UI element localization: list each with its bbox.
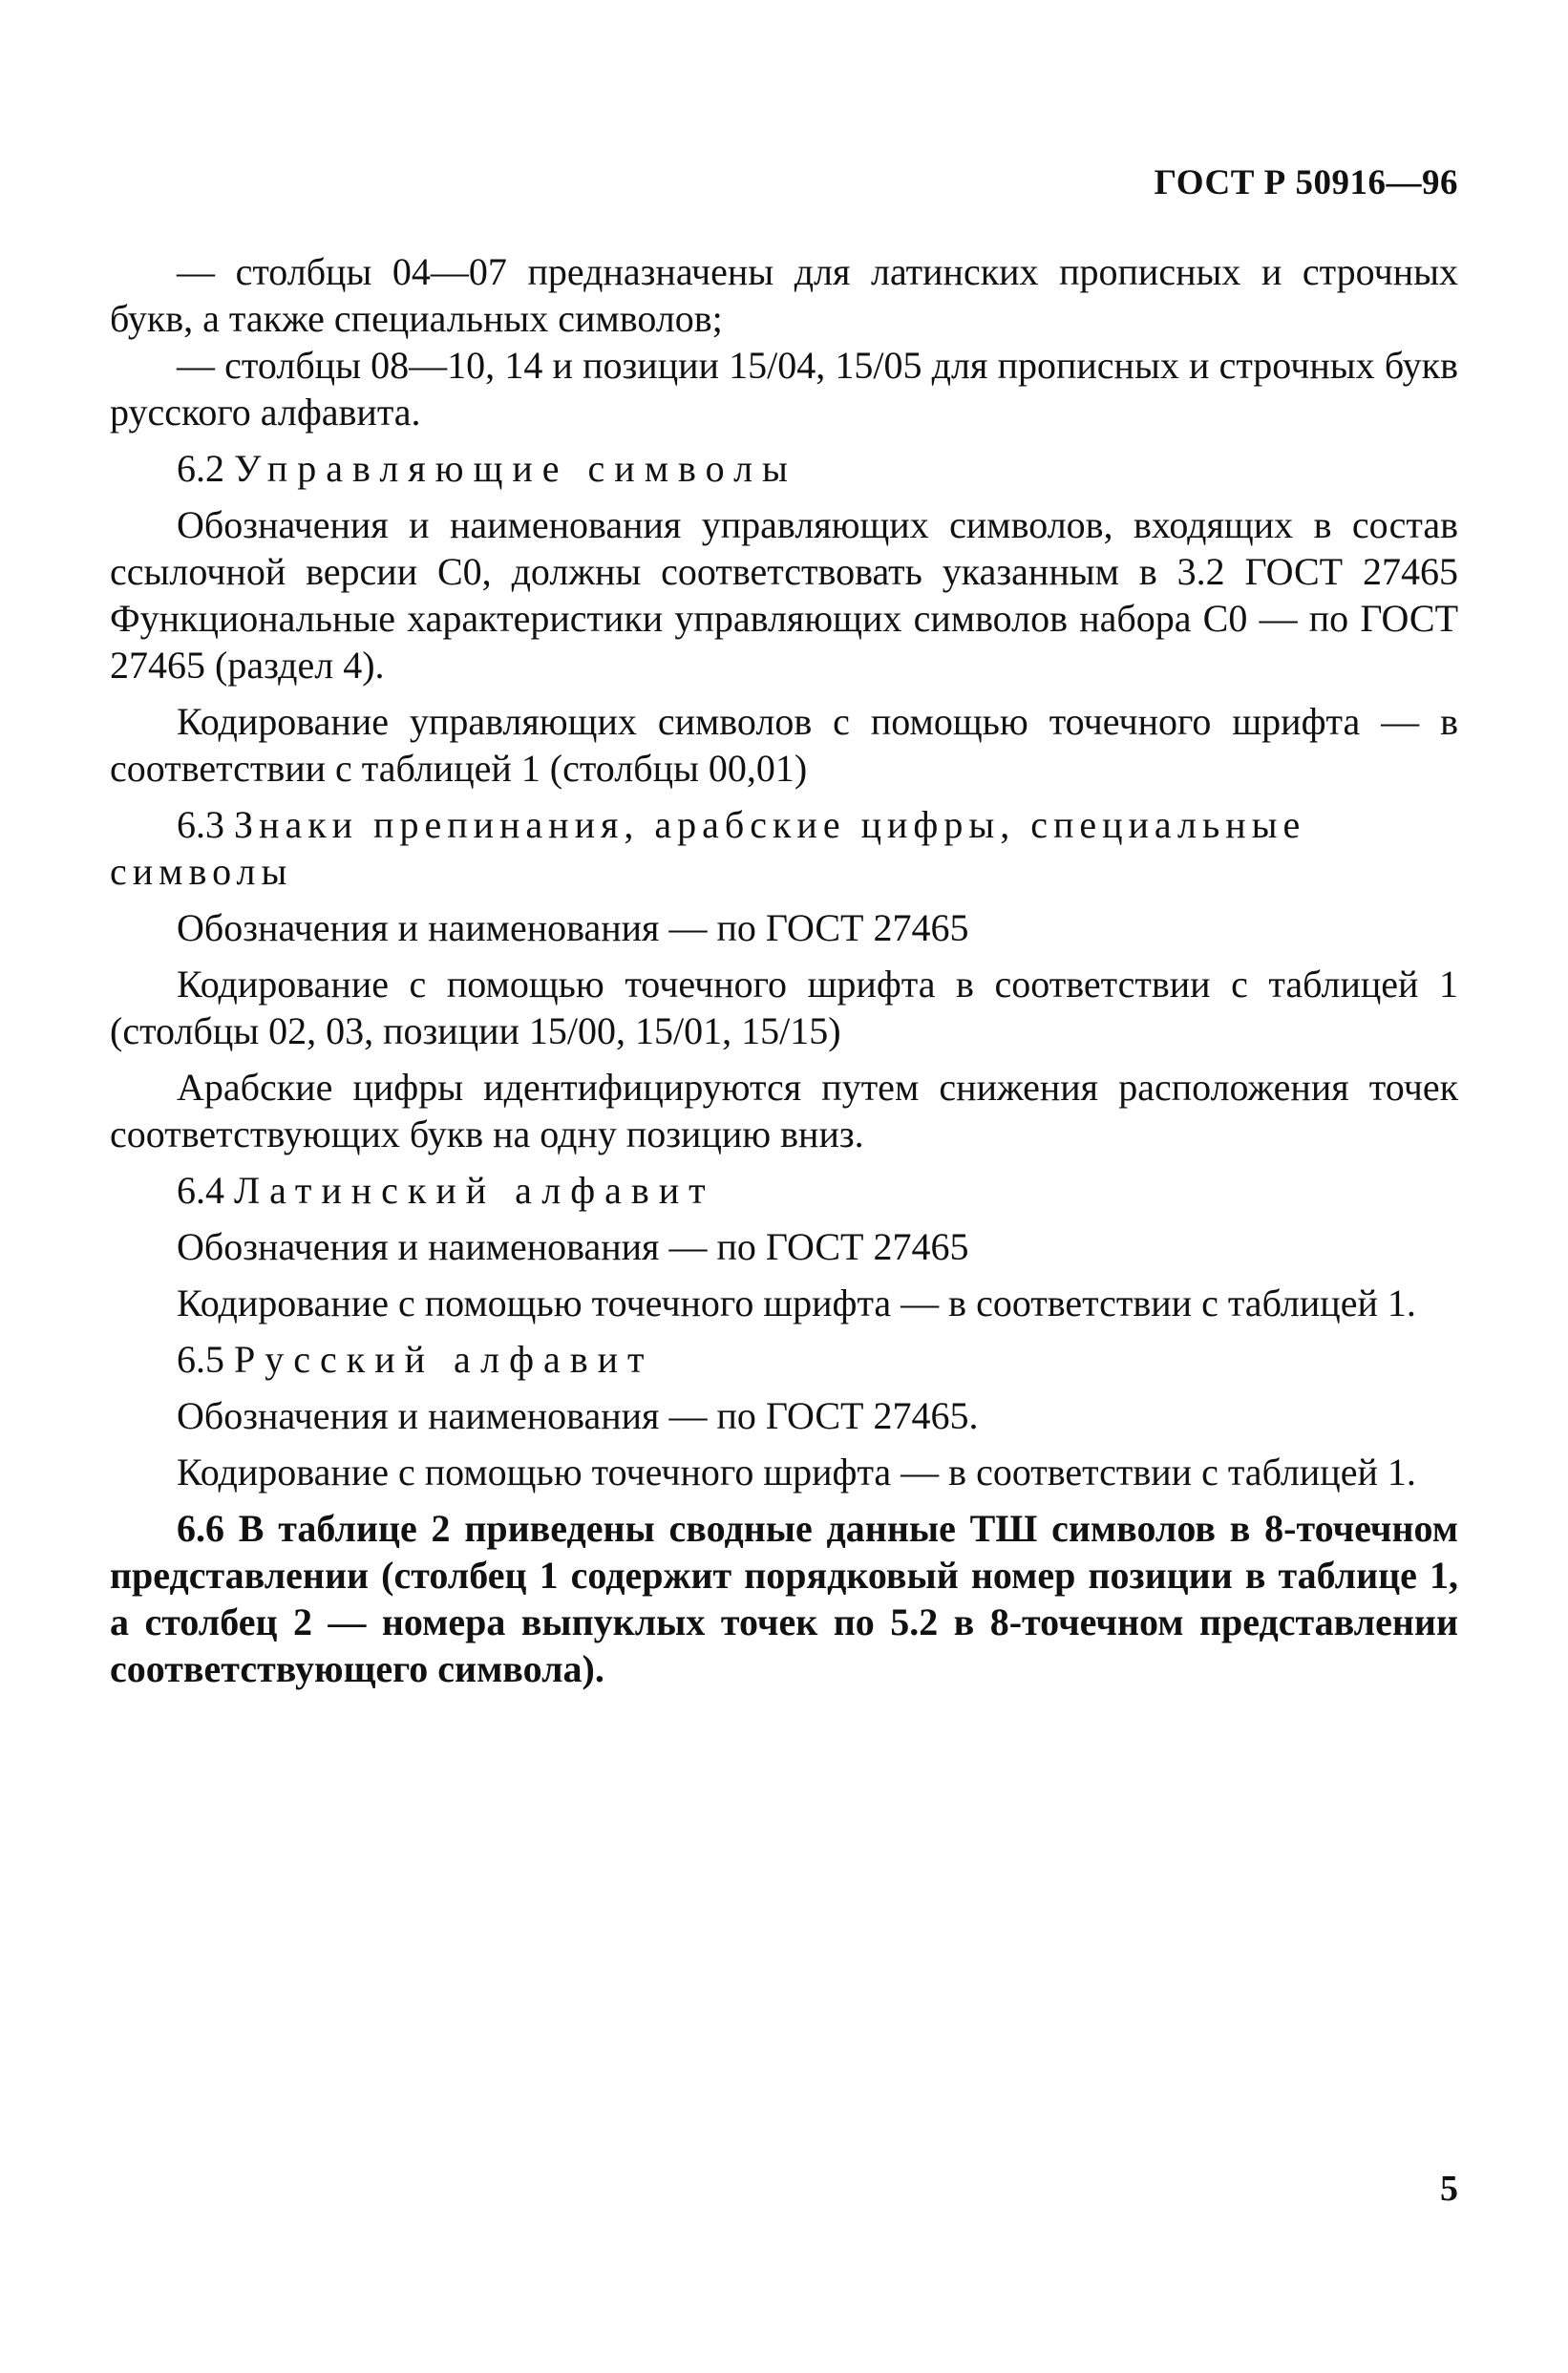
section-title: Русский алфавит xyxy=(234,1338,654,1381)
section-heading-6-5 xyxy=(110,1336,1458,1383)
section-title: Латинский алфавит xyxy=(234,1169,715,1212)
paragraph-table-2-summary: 6.6 В таблице 2 приведены сводные данные ТШ символов в 8-точечном представлении (столбец 1 содержит порядковый номер позиции в таблице 1, а столбец 2 — номера выпуклых точек по 5.2 в 8-точечном представлении соответствующего символа). xyxy=(110,1507,1458,1690)
paragraph-control-chars-designations: Обозначения и наименования управляющих символов, входящих в состав ссылочной версии С0, должны соответствовать указанным в 3.2 ГОСТ 27465 Функциональные характеристики управляющих символов набора С0 — по ГОСТ 27465 (раздел 4). xyxy=(110,503,1458,687)
section-heading-6-2 xyxy=(110,445,1458,492)
paragraph-punctuation-coding: Кодирование с помощью точечного шрифта в соответствии с таблицей 1 (столбцы 02, 03, позиции 15/00, 15/01, 15/15) xyxy=(110,963,1458,1052)
section-title: Знаки препинания, арабские цифры, специальные символы xyxy=(110,803,1306,893)
paragraph-control-chars-coding: Кодирование управляющих символов с помощью точечного шрифта — в соответствии с таблицей 1 (столбцы 00,01) xyxy=(110,700,1458,790)
section-number: 6.3 xyxy=(177,803,224,846)
page-number: 5 xyxy=(1440,2169,1458,2209)
document-header: ГОСТ Р 50916—96 xyxy=(1154,163,1458,202)
section-heading-6-4 xyxy=(110,1167,1458,1214)
paragraph-arabic-digits: Арабские цифры идентифицируются путем снижения расположения точек соответствующих букв на одну позицию вниз. xyxy=(110,1066,1458,1155)
section-number: 6.5 xyxy=(177,1338,224,1381)
paragraph-latin-designations: Обозначения и наименования — по ГОСТ 27465 xyxy=(177,1225,969,1268)
paragraph-columns-latin: — столбцы 04—07 предназначены для латинских прописных и строчных букв, а также специальных символов; xyxy=(110,250,1458,340)
paragraph-punctuation-designations: Обозначения и наименования — по ГОСТ 27465 xyxy=(177,906,969,949)
paragraph-columns-russian: — столбцы 08—10, 14 и позиции 15/04, 15/05 для прописных и строчных букв русского алфавита. xyxy=(110,344,1458,434)
paragraph-russian-coding: Кодирование с помощью точечного шрифта — в соответствии с таблицей 1. xyxy=(177,1451,1416,1494)
section-number: 6.4 xyxy=(177,1169,224,1212)
section-number: 6.2 xyxy=(177,447,224,490)
section-title: Управляющие символы xyxy=(234,447,797,490)
document-body xyxy=(110,248,1458,1702)
paragraph-russian-designations: Обозначения и наименования — по ГОСТ 27465. xyxy=(177,1394,979,1437)
section-heading-6-3 xyxy=(110,801,1458,895)
paragraph-latin-coding: Кодирование с помощью точечного шрифта — в соответствии с таблицей 1. xyxy=(177,1282,1416,1324)
